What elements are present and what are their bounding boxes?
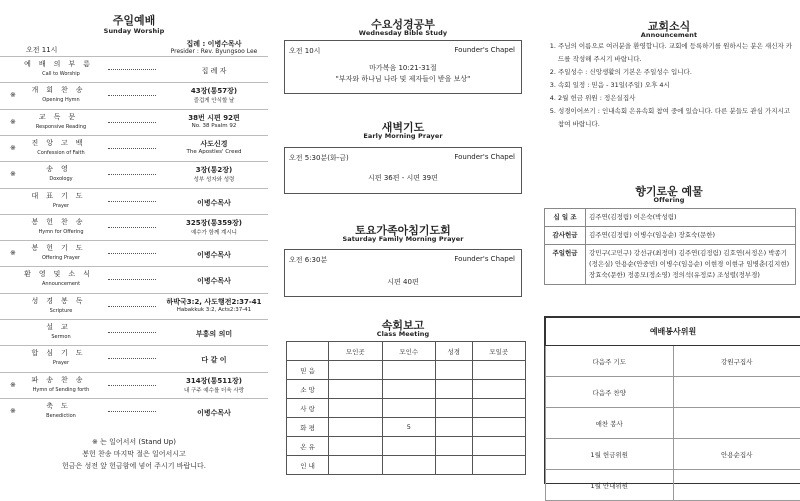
leader-dots xyxy=(108,197,156,202)
offering-title-en: Offering xyxy=(538,196,800,204)
order-label-en: Scripture xyxy=(18,308,104,314)
meeting-row xyxy=(287,418,526,437)
order-value: 이병수목사 xyxy=(160,250,268,260)
service-row xyxy=(546,377,800,408)
leader-dots xyxy=(108,302,156,307)
order-value-main: 38번 시편 92편 xyxy=(160,113,268,123)
order-label-ko: 진앙고백 xyxy=(18,138,104,148)
order-label-en: Opening Hymn xyxy=(18,97,104,103)
worship-order-row xyxy=(0,345,268,372)
dawn-passage: 시편 36편 - 시편 39편 xyxy=(285,173,521,183)
offering-table xyxy=(544,208,796,285)
order-value-sub: The Apostles' Creed xyxy=(160,149,268,155)
meeting-cell xyxy=(382,456,435,475)
order-value: 이병수목사 xyxy=(160,198,268,208)
dawn-time: 오전 5:30분(화-금) xyxy=(289,153,349,163)
leader-dots xyxy=(108,354,156,359)
service-committee-box xyxy=(544,316,800,484)
sunday-worship-panel xyxy=(0,0,268,485)
worship-order-row xyxy=(0,135,268,162)
order-value: 다 같 이 xyxy=(160,355,268,365)
meeting-cell xyxy=(382,437,435,456)
offering-label: 감사헌금 xyxy=(545,227,586,245)
meeting-title-en: Class Meeting xyxy=(272,330,534,338)
meeting-cell xyxy=(435,456,472,475)
worship-order-row xyxy=(0,266,268,293)
order-label-en: Doxology xyxy=(18,176,104,182)
news-title: 교회소식 xyxy=(538,18,800,34)
meeting-header-cell: 모인곳 xyxy=(329,342,382,361)
meeting-cell xyxy=(329,418,382,437)
leader-dots xyxy=(108,118,156,123)
service-row xyxy=(546,439,800,470)
leader-dots xyxy=(108,328,156,333)
offering-label: 십 일 조 xyxy=(545,209,586,227)
service-row xyxy=(546,408,800,439)
leader-dots xyxy=(108,275,156,280)
service-person: 강원구집사 xyxy=(673,346,800,377)
order-label-en: Confession of Faith xyxy=(18,150,104,156)
order-value-main: 325장(통359장) xyxy=(160,218,268,228)
meeting-row xyxy=(287,399,526,418)
order-label-ko: 봉헌기도 xyxy=(18,243,104,253)
service-title: 예배봉사위원 xyxy=(546,318,800,346)
announcement-item: 4. 2월 헌금 위원 : 정은실집사 xyxy=(558,92,794,105)
worship-order-row xyxy=(0,56,268,83)
order-label-ko: 봉헌찬송 xyxy=(18,217,104,227)
order-value-main: 하박국3:2, 사도행전2:37-41 xyxy=(160,297,268,307)
stand-up-note: ※ 는 일어서서 (Stand Up) xyxy=(0,437,268,447)
order-value-sub: No. 38 Psalm 92 xyxy=(160,123,268,129)
saturday-title: 토요가족아침기도회 xyxy=(272,222,534,238)
order-label-en: Offering Prayer xyxy=(18,255,104,261)
service-role: 1월 안내위원 xyxy=(546,470,674,501)
worship-order-row xyxy=(0,214,268,241)
order-label-en: Benediction xyxy=(18,413,104,419)
wednesday-box xyxy=(284,40,522,94)
service-person xyxy=(673,377,800,408)
leader-dots xyxy=(108,381,156,386)
meeting-title: 속회보고 xyxy=(272,317,534,333)
order-value: 이병수목사 xyxy=(160,276,268,286)
order-value-main: 314장(통511장) xyxy=(160,376,268,386)
order-value: 부흥의 의미 xyxy=(160,329,268,339)
meeting-row xyxy=(287,456,526,475)
dawn-title-en: Early Morning Prayer xyxy=(272,132,534,140)
meeting-cell xyxy=(472,361,525,380)
class-name-cell: 사 랑 xyxy=(287,399,329,418)
leader-dots xyxy=(108,407,156,412)
meeting-cell xyxy=(329,399,382,418)
worship-order-row xyxy=(0,240,268,267)
wednesday-time: 오전 10시 xyxy=(289,46,320,56)
order-label-en: Hymn for Offering xyxy=(18,229,104,235)
offering-row xyxy=(545,227,796,245)
meeting-row xyxy=(287,361,526,380)
announcement-item: 5. 성경이어쓰기 : 인내속회 은유속회 참여 중에 있습니다. 다른 분들도 관심 가지시고 참여 바랍니다. xyxy=(558,105,794,131)
order-label-en: Responsive Reading xyxy=(18,124,104,130)
order-label-en: Call to Worship xyxy=(18,71,104,77)
meeting-header-cell: 모인수 xyxy=(382,342,435,361)
offering-label: 주일헌금 xyxy=(545,245,586,285)
announcement-item: 1. 주님의 이름으로 여러분을 환영합니다. 교회에 등록하기를 원하시는 분은 새신자 카드를 작성해 주시기 바랍니다. xyxy=(558,40,794,66)
offering-names: 강민구(고민구) 강선규(최정미) 김주연(김정림) 김호연(서정은) 박종기(정은실) 안용순(안중민) 이병수(임응순) 이현경 이현규 임병춘(김지현) 장효숙(문한) 정종모(정소영) 정의석(유정로) 조성렬(정부경) xyxy=(586,245,796,285)
service-person xyxy=(673,408,800,439)
service-role: 애찬 봉사 xyxy=(546,408,674,439)
meeting-cell xyxy=(435,399,472,418)
order-value-main: 43장(통57장) xyxy=(160,86,268,96)
offering-box-note: 헌금은 성전 앞 헌금함에 넣어 주시기 바랍니다. xyxy=(0,461,268,471)
meeting-cell xyxy=(382,399,435,418)
news-title-en: Announcement xyxy=(538,31,800,39)
worship-order-row xyxy=(0,188,268,215)
meeting-header-cell: 성경 xyxy=(435,342,472,361)
order-label-ko: 축도 xyxy=(18,401,104,411)
presider-en: Presider : Rev. Byungsoo Lee xyxy=(160,48,268,55)
wednesday-title: 수요성경공부 xyxy=(272,16,534,32)
meeting-cell xyxy=(472,437,525,456)
meeting-cell xyxy=(435,361,472,380)
class-name-cell: 인 내 xyxy=(287,456,329,475)
class-name-cell: 믿 음 xyxy=(287,361,329,380)
dawn-title: 새벽기도 xyxy=(272,119,534,135)
order-value-sub: 예수가 함께 계시니 xyxy=(160,228,268,236)
service-row xyxy=(546,346,800,377)
service-role: 1월 헌금위원 xyxy=(546,439,674,470)
dawn-place: Founder's Chapel xyxy=(454,153,515,161)
meeting-cell xyxy=(435,437,472,456)
announcement-panel xyxy=(538,0,800,485)
worship-order-row xyxy=(0,398,268,425)
class-name-cell: 소 망 xyxy=(287,380,329,399)
meeting-cell xyxy=(435,418,472,437)
order-label-en: Prayer xyxy=(18,360,104,366)
offering-names: 김주연(김정림) 이은숙(박성림) xyxy=(586,209,796,227)
meeting-cell xyxy=(435,380,472,399)
wednesday-title-en: Wednesday Bible Study xyxy=(272,29,534,37)
stand-up-mark: ※ xyxy=(10,118,16,126)
stand-up-mark: ※ xyxy=(10,144,16,152)
offering-row xyxy=(545,245,796,285)
order-value-main: 사도신경 xyxy=(160,139,268,149)
leader-dots xyxy=(108,223,156,228)
presider-ko: 집례 : 이병수목사 xyxy=(160,39,268,49)
meeting-header-cell: 모일곳 xyxy=(472,342,525,361)
bible-study-panel xyxy=(272,0,534,485)
order-label-ko: 교독문 xyxy=(18,112,104,122)
stand-up-mark: ※ xyxy=(10,170,16,178)
meeting-cell xyxy=(329,437,382,456)
wednesday-place: Founder's Chapel xyxy=(454,46,515,54)
meeting-cell xyxy=(329,380,382,399)
stand-up-mark: ※ xyxy=(10,249,16,257)
order-value-sub: 즐겁게 안식할 날 xyxy=(160,96,268,104)
class-meeting-table xyxy=(286,341,526,475)
worship-title-en: Sunday Worship xyxy=(0,27,268,35)
order-label-ko: 파송찬송 xyxy=(18,375,104,385)
service-role: 다음주 기도 xyxy=(546,346,674,377)
offering-title: 향기로운 예물 xyxy=(538,183,800,199)
order-label-ko: 개회찬송 xyxy=(18,85,104,95)
service-role: 다음주 찬양 xyxy=(546,377,674,408)
order-label-ko: 환영및소식 xyxy=(18,269,104,279)
offering-note: 봉헌 찬송 마지막 절은 일어서시고 xyxy=(0,449,268,459)
meeting-cell xyxy=(382,361,435,380)
worship-order-row xyxy=(0,109,268,136)
meeting-row xyxy=(287,380,526,399)
worship-order-row xyxy=(0,82,268,109)
order-label-en: Prayer xyxy=(18,203,104,209)
wednesday-passage: 마가복음 10:21-31절 xyxy=(285,63,521,73)
meeting-row xyxy=(287,437,526,456)
service-committee-table xyxy=(545,317,800,501)
meeting-cell xyxy=(472,418,525,437)
meeting-cell xyxy=(329,456,382,475)
wednesday-quote: "부자와 하나님 나라 및 제자들이 받을 보상" xyxy=(285,74,521,84)
service-person xyxy=(673,470,800,501)
order-value-sub: 내 구주 예수를 더욱 사랑 xyxy=(160,386,268,394)
order-label-en: Sermon xyxy=(18,334,104,340)
leader-dots xyxy=(108,170,156,175)
saturday-passage: 시편 40편 xyxy=(285,277,521,287)
meeting-cell xyxy=(472,456,525,475)
order-value-sub: 성부 성자와 성령 xyxy=(160,175,268,183)
announcement-list xyxy=(544,40,794,131)
order-label-en: Hymn of Sending forth xyxy=(18,387,104,393)
worship-order-row xyxy=(0,293,268,320)
dawn-box xyxy=(284,147,522,194)
announcement-item: 3. 속회 일정 : 믿음 - 31일(주일) 오후 4시 xyxy=(558,79,794,92)
leader-dots xyxy=(108,144,156,149)
meeting-cell xyxy=(472,380,525,399)
leader-dots xyxy=(108,91,156,96)
saturday-time: 오전 6:30분 xyxy=(289,255,327,265)
leader-dots xyxy=(108,249,156,254)
order-label-ko: 예배의부름 xyxy=(18,59,104,69)
order-label-ko: 설교 xyxy=(18,322,104,332)
order-value: 집 례 자 xyxy=(160,66,268,76)
class-name-cell: 온 유 xyxy=(287,437,329,456)
meeting-cell xyxy=(472,399,525,418)
stand-up-mark: ※ xyxy=(10,407,16,415)
order-value-main: 3장(통2장) xyxy=(160,165,268,175)
order-label-en: Announcement xyxy=(18,281,104,287)
order-label-ko: 송영 xyxy=(18,164,104,174)
service-person: 안용순집사 xyxy=(673,439,800,470)
saturday-title-en: Saturday Family Morning Prayer xyxy=(272,235,534,243)
order-label-ko: 대표기도 xyxy=(18,191,104,201)
worship-time: 오전 11시 xyxy=(26,45,57,55)
order-label-ko: 합심기도 xyxy=(18,348,104,358)
leader-dots xyxy=(108,65,156,70)
class-name-cell: 화 평 xyxy=(287,418,329,437)
meeting-cell: 5 xyxy=(382,418,435,437)
meeting-cell xyxy=(329,361,382,380)
worship-order-row xyxy=(0,319,268,346)
announcement-item: 2. 주일성수 : 신앙생활의 기본은 주일성수 입니다. xyxy=(558,66,794,79)
offering-row xyxy=(545,209,796,227)
service-row xyxy=(546,470,800,501)
saturday-place: Founder's Chapel xyxy=(454,255,515,263)
saturday-box xyxy=(284,249,522,297)
stand-up-mark: ※ xyxy=(10,381,16,389)
order-value: 이병수목사 xyxy=(160,408,268,418)
order-label-ko: 성경봉독 xyxy=(18,296,104,306)
offering-names: 김주연(김정림) 이병수(임응순) 장효숙(문한) xyxy=(586,227,796,245)
worship-order-row xyxy=(0,161,268,188)
stand-up-mark: ※ xyxy=(10,91,16,99)
order-value-sub: Habakkuk 3:2, Acts2:37-41 xyxy=(160,307,268,313)
worship-title: 주일예배 xyxy=(0,12,268,28)
meeting-cell xyxy=(382,380,435,399)
meeting-header-cell xyxy=(287,342,329,361)
worship-order-row xyxy=(0,372,268,399)
